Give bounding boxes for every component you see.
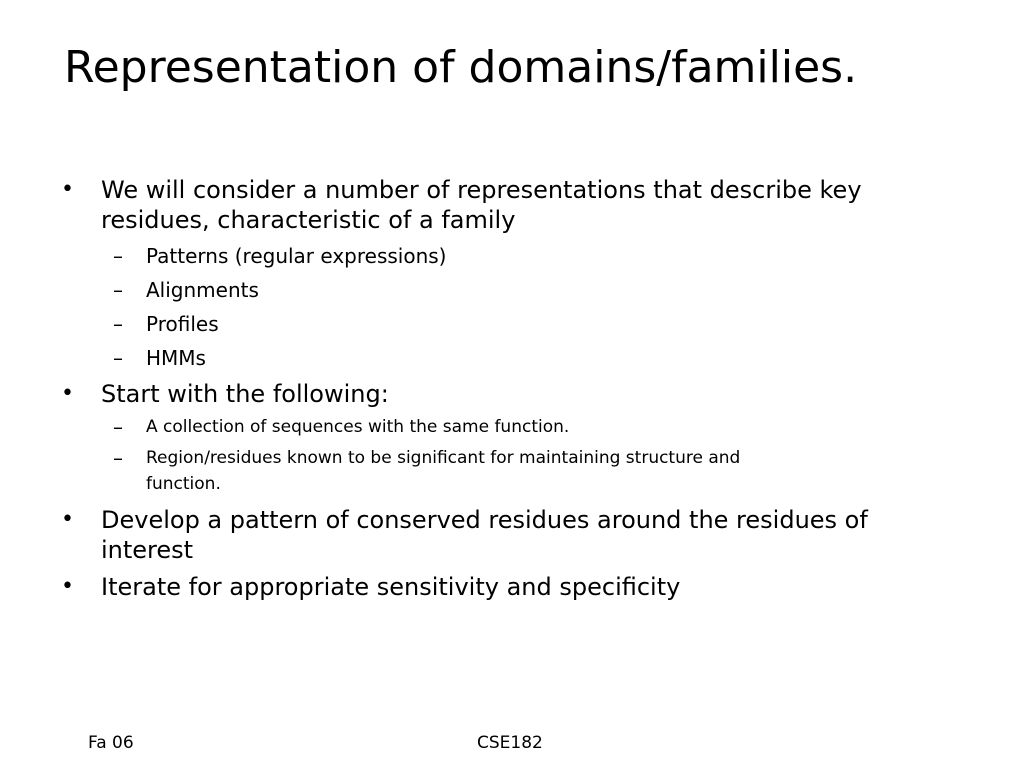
bullet-item (61, 572, 681, 602)
footer-left: Fa 06 (88, 733, 134, 753)
sub-bullet-item (113, 345, 206, 371)
bullet-dot-icon: • (61, 177, 74, 202)
sub-bullet-text: Profiles (146, 312, 219, 336)
bullet-text-line: interest (101, 536, 194, 564)
bullet-dot-icon: • (61, 574, 74, 599)
bullet-dash-icon: – (113, 244, 123, 268)
bullet-text-line: Develop a pattern of conserved residues around the residues of (101, 506, 868, 534)
sub-bullet-text: HMMs (146, 346, 206, 370)
sub-bullet-item (113, 445, 741, 497)
sub-bullet-item (113, 311, 219, 337)
bullet-text-line: residues, characteristic of a family (101, 206, 516, 234)
bullet-dash-icon: – (113, 278, 123, 302)
sub-bullet-text: Alignments (146, 278, 259, 302)
bullet-text-line: We will consider a number of representations that describe key (101, 176, 862, 204)
bullet-text-line: Iterate for appropriate sensitivity and specificity (101, 573, 681, 601)
bullet-dot-icon: • (61, 507, 74, 532)
sub-bullet-item (113, 277, 259, 303)
bullet-dash-icon: – (113, 312, 123, 336)
bullet-dash-icon: – (113, 346, 123, 370)
sub-bullet-text: Region/residues known to be significant for maintaining structure and (146, 448, 741, 468)
bullet-item (61, 379, 389, 409)
bullet-dash-icon: – (113, 415, 123, 439)
sub-bullet-text: function. (146, 474, 221, 494)
sub-bullet-text: Patterns (regular expressions) (146, 244, 447, 268)
footer-center: CSE182 (477, 733, 543, 753)
slide-title: Representation of domains/families. (64, 42, 858, 93)
bullet-item (61, 505, 868, 565)
sub-bullet-item (113, 414, 570, 440)
bullet-text-line: Start with the following: (101, 380, 389, 408)
sub-bullet-item (113, 243, 447, 269)
bullet-item (61, 175, 862, 235)
bullet-dash-icon: – (113, 446, 123, 470)
bullet-dot-icon: • (61, 381, 74, 406)
sub-bullet-text: A collection of sequences with the same function. (146, 417, 570, 437)
